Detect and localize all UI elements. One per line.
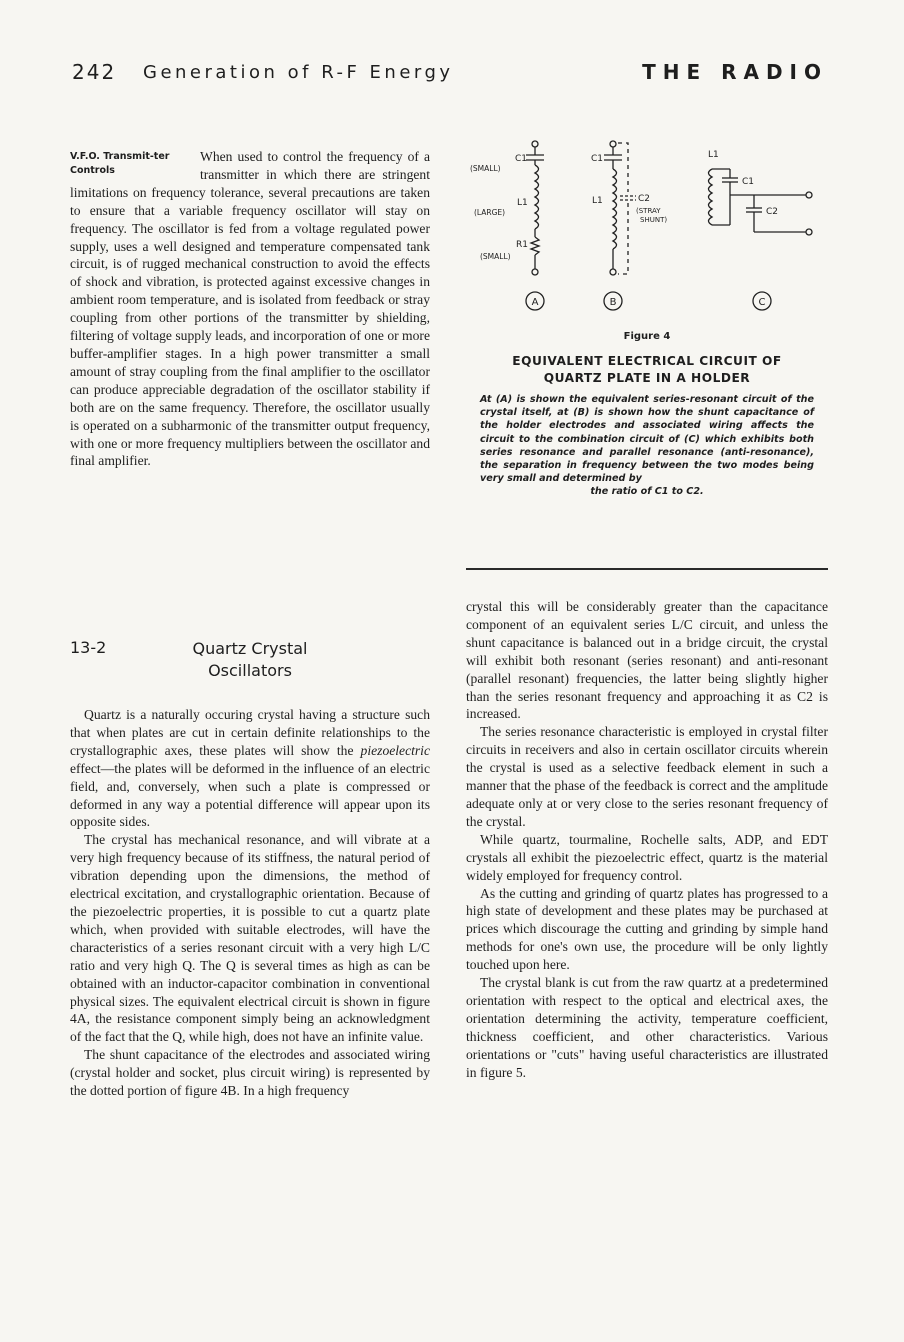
resistor-r1-icon: [531, 237, 539, 255]
section-title: [150, 638, 350, 682]
terminal-icon: [610, 269, 616, 275]
inductor-l1-icon: [613, 169, 617, 249]
label-shunt: SHUNT): [640, 216, 668, 224]
panel-letter-c: C: [758, 297, 766, 308]
label-large: (LARGE): [474, 208, 506, 217]
label-c1: C1: [742, 177, 755, 187]
terminal-icon: [532, 269, 538, 275]
section-title-line1: Quartz Crystal: [192, 639, 308, 658]
text-run: effect—the plates will be deformed in the influence of an electric field, and, conversely, when such a plate is compressed or deformed in any way a potential difference will appear upon its opposite sides.: [70, 760, 430, 830]
label-l1: L1: [708, 150, 719, 160]
terminal-icon: [610, 141, 616, 147]
figure-title: [476, 353, 818, 387]
right-paragraph-4: As the cutting and grinding of quartz plates has progressed to a high state of development and these plates may be purchased at prices which discourage the cutting and grinding by simple hand methods for one's own use, the procedure will be only lightly touched upon here.: [466, 885, 828, 973]
figure-divider: [466, 568, 828, 570]
label-small: (SMALL): [470, 164, 501, 173]
circuit-c: [708, 150, 812, 310]
right-paragraph-1: crystal this will be considerably greater than the capacitance component of an equivalent series L/C circuit, and unless the shunt capacitance is balanced out in a bridge circuit, the crystal will exhibit both resonant (series resonant) and anti-resonant (parallel resonant) frequencies, the latter being slightly higher than the series resonant frequency and approaching it as C2 is increased.: [466, 599, 828, 722]
book-title: THE RADIO: [642, 60, 828, 84]
label-c2: C2: [766, 207, 779, 217]
section-paragraph-3: The shunt capacitance of the electrodes and associated wiring (crystal holder and socket, plus circuit wiring) is represented by the dotted portion of figure 4B. In a high frequency: [70, 1047, 430, 1099]
terminal-icon: [806, 229, 812, 235]
circuit-a: [470, 141, 544, 310]
panel-letter-a: A: [531, 297, 539, 308]
vfo-paragraph: [70, 148, 430, 470]
section-number: 13-2: [70, 638, 107, 657]
terminal-icon: [806, 192, 812, 198]
figure-caption: [480, 393, 814, 499]
label-c1: C1: [515, 154, 528, 164]
label-stray: (STRAY: [636, 207, 661, 215]
label-c1: C1: [591, 154, 604, 164]
right-paragraph-5: The crystal blank is cut from the raw quartz at a predetermined orientation with respect to the optical and electrical axes, the orientation determining the activity, temperature coefficient, thickness coefficient, and other characteristics. Various orientations or "cuts" having useful characteristics are illustrated in figure 5.: [466, 975, 828, 1080]
right-column: [466, 598, 828, 1081]
vfo-text: When used to control the frequency of a transmitter in which there are stringent limitations on frequency tolerance, several precautions are taken to ensure that a variable frequency oscillator will stay on frequency. The oscillator is fed from a voltage regulated power supply, uses a well designed and temperature compensated tank circuit, is of rugged mechanical construction to avoid the effects of shock and vibration, is protected against excessive changes in ambient room temperature, and is isolated from feedback or stray coupling from other portions of the transmitter by shielding, filtering of voltage supply leads, and incorporation of one or more buffer-amplifier stages. In a high power transmitter a small amount of stray coupling from the final amplifier to the oscillator can produce appreciable degradation of the oscillator stability if both are on the same frequency. Therefore, the oscillator usually is operated on a subharmonic of the transmitter output frequency, with one or more frequency multipliers between the oscillator and final amplifier.: [70, 149, 430, 469]
text-run: Quartz is a naturally occuring crystal having a structure such that when plates are cut in certain definite relationships to the crystallographic axes, these plates will show the: [70, 707, 430, 758]
figure-title-line2: QUARTZ PLATE IN A HOLDER: [543, 371, 751, 385]
figure-title-line1: EQUIVALENT ELECTRICAL CIRCUIT OF: [512, 354, 782, 368]
terminal-icon: [532, 141, 538, 147]
right-paragraph-2: The series resonance characteristic is employed in crystal filter circuits in receivers and also in certain oscillator circuits wherein the crystal is used as a selective feedback element in such a manner that the phase of the feedback is correct and the amplitude adequate only at or very close to the series resonant frequency of the crystal.: [466, 724, 828, 829]
circuit-diagram: [466, 135, 828, 325]
label-r1: R1: [516, 240, 528, 250]
page-number: 242: [72, 60, 117, 84]
figure-caption-text: At (A) is shown the equivalent series-resonant circuit of the crystal itself, at (B) is shown how the shunt capacitance of the holder electrodes and associated wiring affects the circuit to the combination circuit of (C) which exhibits both series resonance and parallel resonance (anti-resonance), the separation in frequency between the two modes being very small and determined by: [480, 394, 814, 485]
figure-label: Figure 4: [623, 331, 671, 342]
section-paragraph-1: [70, 706, 430, 831]
label-l1: L1: [517, 198, 528, 208]
label-l1: L1: [592, 196, 603, 206]
label-c2: C2: [638, 194, 651, 204]
section-body: [70, 706, 430, 1100]
circuit-b: [591, 141, 667, 310]
label-small: (SMALL): [480, 252, 511, 261]
emphasis-term: piezoelectric: [360, 742, 430, 758]
inductor-l1-icon: [709, 169, 713, 225]
stray-shunt-wiring: [618, 143, 628, 274]
panel-letter-b: B: [609, 297, 617, 308]
section-paragraph-2: The crystal has mechanical resonance, and will vibrate at a very high frequency because of its stiffness, the natural period of vibration depending upon the dimensions, the method of electrical excitation, and crystallographic orientation. Because of the piezoelectric properties, it is possible to cut a quartz plate which, when provided with suitable electrodes, will have the characteristics of a series resonant circuit with a very high L/C ratio and very high Q. The Q is several times as high as can be obtained with an inductor-capacitor combination in conventional physical sizes. The equivalent electrical circuit is shown in figure 4A, the resistance component simply being an acknowledgment of the fact that the Q, while high, does not have an infinite value.: [70, 832, 430, 1045]
inductor-l1-icon: [535, 165, 539, 229]
figure-4: [466, 135, 828, 580]
side-heading: V.F.O. Transmit-ter Controls: [70, 151, 170, 176]
right-paragraph-3: While quartz, tourmaline, Rochelle salts, ADP, and EDT crystals all exhibit the piezoelectric effect, quartz is the material widely employed for frequency control.: [466, 831, 828, 883]
running-title: Generation of R-F Energy: [143, 62, 454, 83]
figure-caption-end: the ratio of C1 to C2.: [590, 486, 704, 498]
section-title-line2: Oscillators: [208, 661, 292, 680]
